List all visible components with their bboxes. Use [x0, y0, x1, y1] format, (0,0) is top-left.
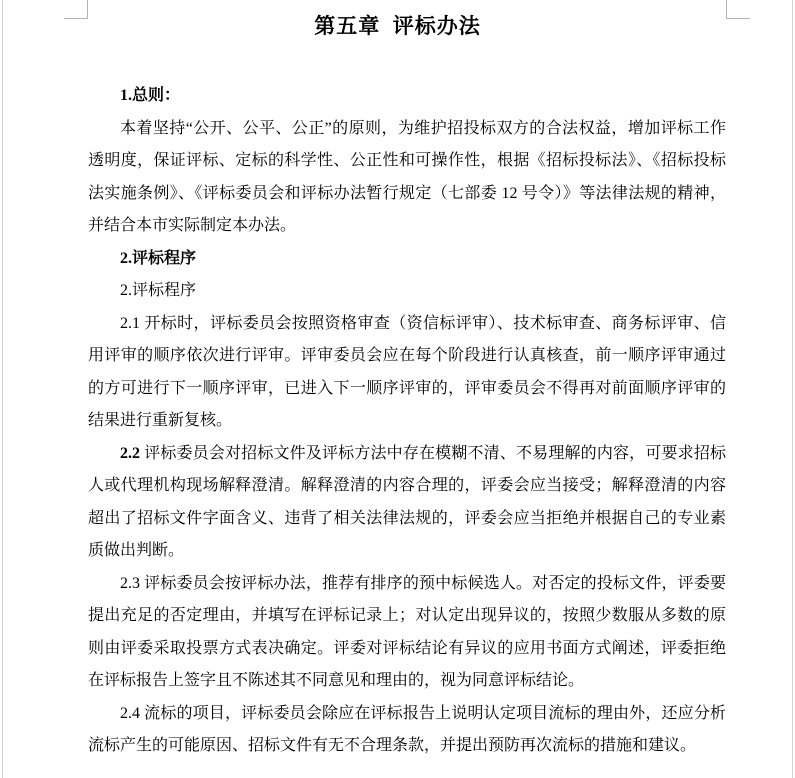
page-title: 第五章 评标办法	[314, 14, 481, 38]
page-edge-left	[2, 0, 3, 778]
paragraph-general-rules: 本着坚持“公开、公平、公正”的原则，为维护招投标双方的合法权益，增加评标工作透明度，保证评标、定标的科学性、公正性和可操作性，根据《招标投标法》、《招标投标法实施条例》、《评标委员会和评标办法暂行规定（七部委 12 号令）》等法律法规的精神，并结合本市实际制定本办法。	[88, 119, 726, 234]
clause-2-2-number: 2.2	[120, 444, 140, 462]
paragraph-clause-2-3: 2.3 评标委员会按评标办法，推荐有排序的预中标候选人。对否定的投标文件，评委要提出充足的否定理由，并填写在评标记录上；对认定出现异议的，按照少数服从多数的原则由评委采取投票方式表决确定。评委对评标结论有异议的应用书面方式阐述，评委拒绝在评标报告上签字且不陈述其不同意见和理由的，视为同意评标结论。	[88, 574, 726, 689]
page-edge-right	[792, 0, 793, 778]
paragraph-clause-2-1: 2.1 开标时，评标委员会按照资格审查（资信标评审）、技术标审查、商务标评审、信用评审的顺序依次进行评审。评审委员会应在每个阶段进行认真核查，前一顺序评审通过的方可进行下一顺序评审，已进入下一顺序评审的，评审委员会不得再对前面顺序评审的结果进行重新复核。	[88, 314, 726, 429]
clause-2-2-text: 评标委员会对招标文件及评标方法中存在模糊不清、不易理解的内容，可要求招标人或代理机构现场解释澄清。解释澄清的内容合理的，评委会应当接受；解释澄清的内容超出了招标文件字面含义、违背了相关法律法规的，评委会应当拒绝并根据自己的专业素质做出判断。	[88, 444, 726, 559]
paragraph-clause-2-4: 2.4 流标的项目，评标委员会除应在评标报告上说明认定项目流标的理由外，还应分析流标产生的可能原因、招标文件有无不合理条款，并提出预防再次流标的措施和建议。	[88, 704, 726, 754]
paragraph-clause-2-2	[88, 438, 726, 568]
paragraph-procedure-subtitle: 2.评标程序	[120, 282, 197, 299]
document-body	[88, 80, 726, 763]
section-heading-evaluation-procedure: 2.评标程序	[120, 249, 197, 267]
section-heading-general-rules: 1.总则：	[120, 87, 181, 104]
